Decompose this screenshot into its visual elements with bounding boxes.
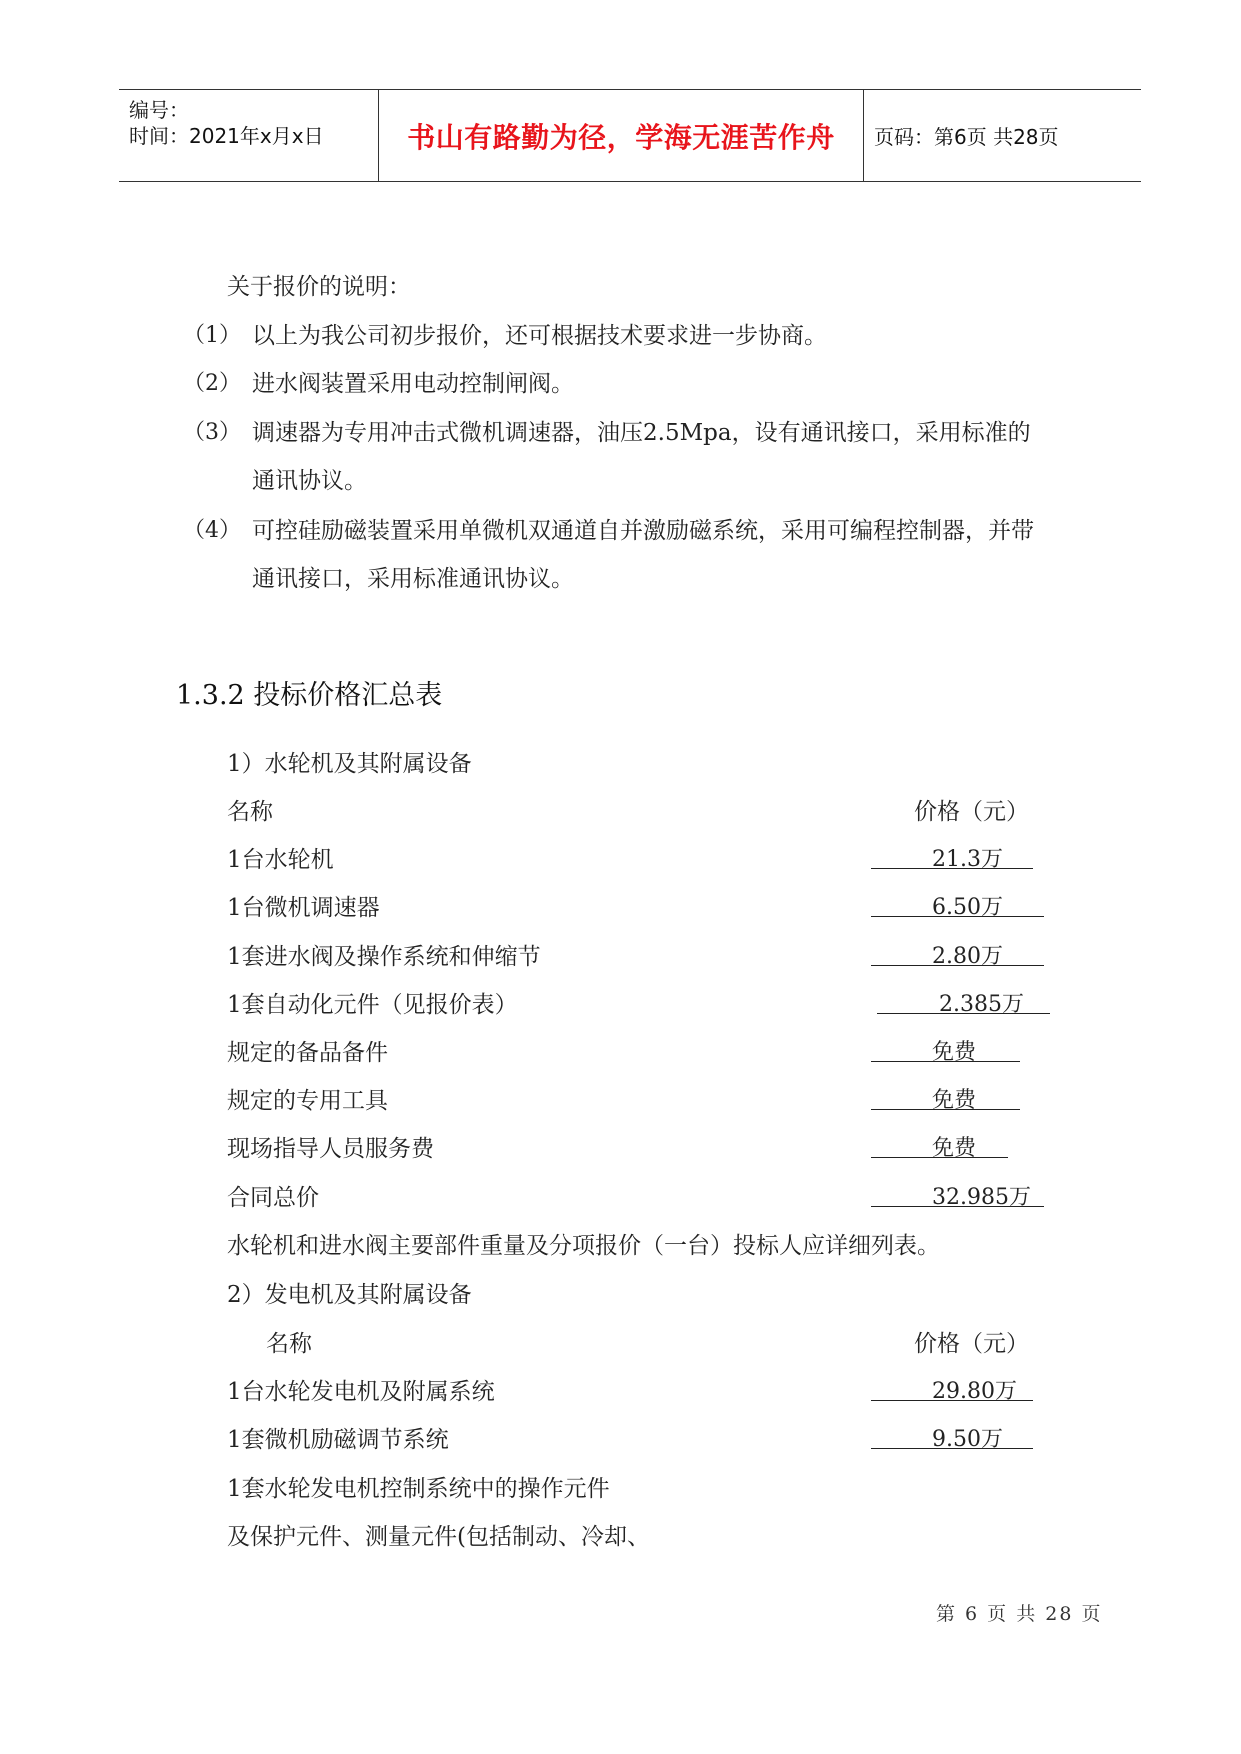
header-page-label: 页码：第6页 共28页	[874, 125, 1059, 149]
g1-row-1-name: 1台水轮机	[227, 847, 334, 873]
g2-extra-line-1: 1套水轮发电机控制系统中的操作元件	[227, 1476, 610, 1502]
group1-col-price: 价格（元）	[914, 799, 1029, 825]
g1-row-1-price: 21.3万	[932, 847, 1003, 872]
g1-row-2-underline	[871, 916, 1044, 917]
group2-title: 2）发电机及其附属设备	[227, 1282, 472, 1308]
note-4-line-2: 通讯接口，采用标准通讯协议。	[252, 566, 574, 592]
motto: 书山有路勤为径，学海无涯苦作舟	[407, 120, 835, 154]
document-header	[119, 89, 1141, 182]
g1-row-5-underline	[871, 1061, 1020, 1062]
notes-title: 关于报价的说明：	[227, 274, 411, 300]
g1-row-2-name: 1台微机调速器	[227, 895, 380, 921]
note-2-line-1: 进水阀装置采用电动控制闸阀。	[252, 371, 574, 397]
g1-row-8-price: 32.985万	[932, 1185, 1031, 1210]
header-meta	[119, 90, 378, 181]
g1-row-4-name: 1套自动化元件（见报价表）	[227, 992, 518, 1018]
g1-row-8-underline	[871, 1206, 1044, 1207]
g1-row-5-name: 规定的备品备件	[227, 1040, 388, 1066]
g1-row-4-price: 2.385万	[939, 992, 1024, 1017]
g1-row-1-underline	[871, 868, 1033, 869]
section-heading: 1.3.2 投标价格汇总表	[176, 680, 443, 711]
g2-row-1-underline	[871, 1400, 1033, 1401]
g2-extra-line-2: 及保护元件、测量元件(包括制动、冷却、	[227, 1524, 650, 1550]
g1-row-3-underline	[871, 965, 1044, 966]
group1-note: 水轮机和进水阀主要部件重量及分项报价（一台）投标人应详细列表。	[227, 1233, 940, 1259]
note-1-line-1: 以上为我公司初步报价，还可根据技术要求进一步协商。	[252, 323, 827, 349]
note-3-line-2: 通讯协议。	[252, 468, 367, 494]
g1-row-5-price: 免费	[932, 1040, 977, 1065]
group2-col-price: 价格（元）	[914, 1331, 1029, 1357]
g1-row-6-price: 免费	[932, 1088, 977, 1113]
g1-row-7-price: 免费	[932, 1136, 977, 1161]
note-4-line-1: 可控硅励磁装置采用单微机双通道自并激励磁系统，采用可编程控制器，并带	[252, 518, 1034, 544]
g2-row-2-underline	[871, 1448, 1033, 1449]
g2-row-2-price: 9.50万	[932, 1427, 1003, 1452]
header-motto-cell	[378, 90, 864, 181]
group1-title: 1）水轮机及其附属设备	[227, 751, 472, 777]
g2-row-2-name: 1套微机励磁调节系统	[227, 1427, 449, 1453]
number-label: 编号：	[129, 98, 189, 122]
header-page-cell	[862, 90, 1139, 181]
g1-row-2-price: 6.50万	[932, 895, 1003, 920]
page-footer: 第 6 页 共 28 页	[936, 1603, 1103, 1625]
g1-row-8-name: 合同总价	[227, 1185, 319, 1211]
note-4-number: （4）	[183, 518, 241, 543]
time-label: 时间：2021年x月x日	[129, 124, 324, 148]
g1-row-3-name: 1套进水阀及操作系统和伸缩节	[227, 944, 541, 970]
group1-col-name: 名称	[227, 799, 273, 825]
g2-row-1-name: 1台水轮发电机及附属系统	[227, 1379, 495, 1405]
g1-row-6-underline	[871, 1109, 1020, 1110]
note-3-line-1: 调速器为专用冲击式微机调速器，油压2.5Mpa，设有通讯接口，采用标准的	[252, 420, 1031, 446]
g1-row-7-underline	[871, 1157, 1008, 1158]
note-3-number: （3）	[183, 420, 241, 445]
g1-row-6-name: 规定的专用工具	[227, 1088, 388, 1114]
g1-row-7-name: 现场指导人员服务费	[227, 1136, 434, 1162]
note-2-number: （2）	[183, 371, 241, 396]
note-1-number: （1）	[183, 323, 241, 348]
g2-row-1-price: 29.80万	[932, 1379, 1017, 1404]
g1-row-4-underline	[877, 1013, 1050, 1014]
g1-row-3-price: 2.80万	[932, 944, 1003, 969]
group2-col-name: 名称	[266, 1331, 312, 1357]
